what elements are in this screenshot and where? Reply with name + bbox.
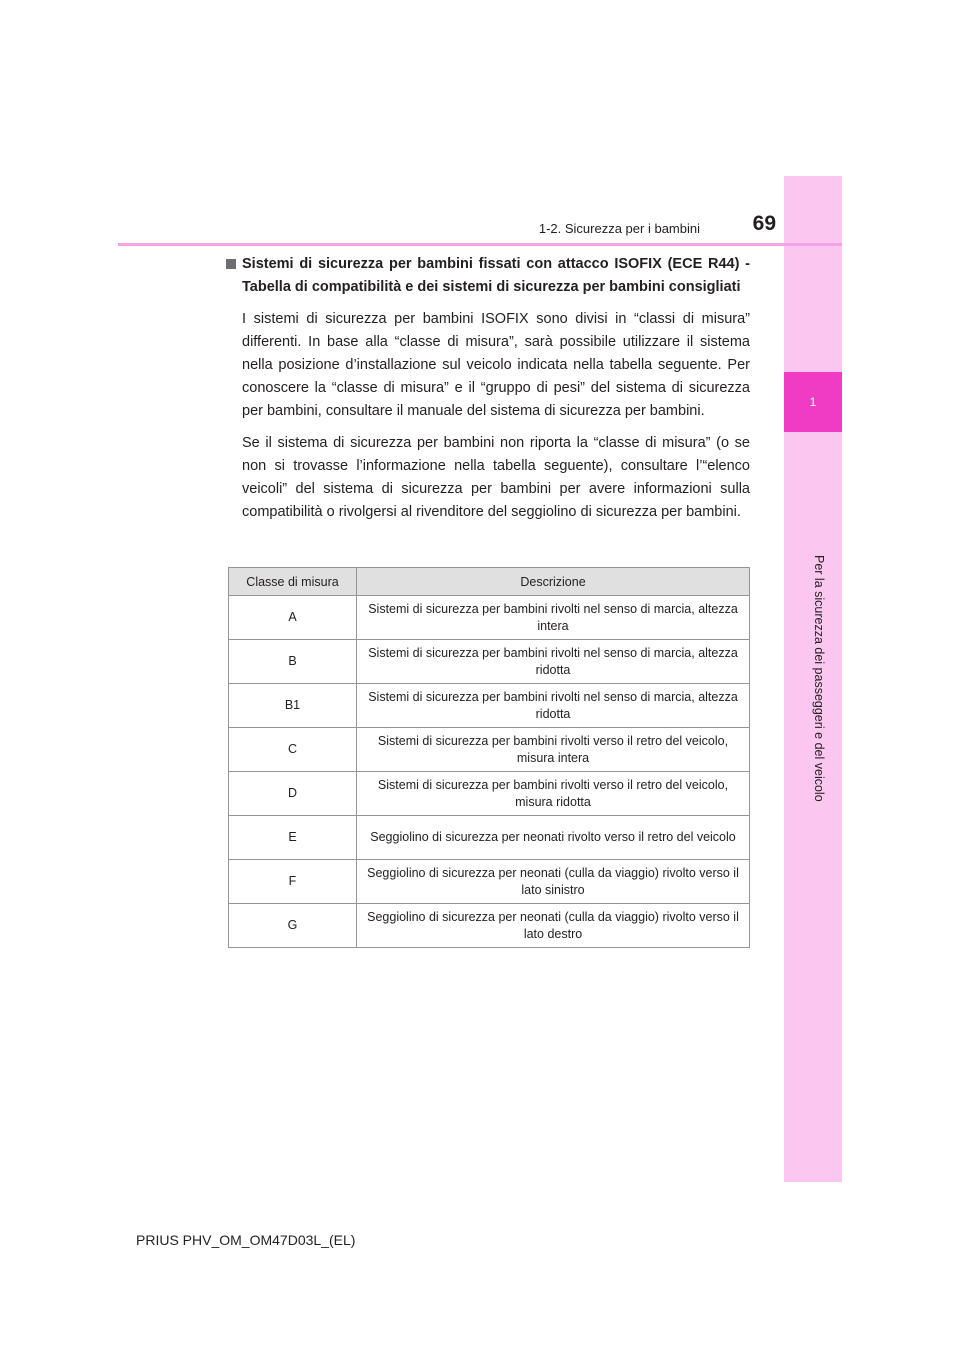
size-class-cell: D <box>229 772 357 816</box>
size-class-cell: F <box>229 860 357 904</box>
table-row <box>229 728 750 772</box>
description-cell: Sistemi di sicurezza per bambini rivolti verso il retro del veicolo, misura intera <box>357 728 750 772</box>
paragraph-2: Se il sistema di sicurezza per bambini non riporta la “classe di misura” (o se non si trovasse l’informazione nella tabella seguente), consultare l’“elenco veicoli” del sistema di sicurezza per bambini per avere informazioni sulla compatibilità o rivolgersi al rivenditore del seggiolino di sicurezza per bambini. <box>242 435 750 520</box>
description-cell: Seggiolino di sicurezza per neonati rivolto verso il retro del veicolo <box>357 816 750 860</box>
column-header-size-class: Classe di misura <box>229 568 357 596</box>
table-row <box>229 684 750 728</box>
table-row <box>229 640 750 684</box>
table-row <box>229 860 750 904</box>
section-heading <box>226 253 750 299</box>
size-class-table <box>228 567 750 948</box>
size-class-cell: C <box>229 728 357 772</box>
size-class-cell: B <box>229 640 357 684</box>
paragraph-1: I sistemi di sicurezza per bambini ISOFIX sono divisi in “classi di misura” differenti. In base alla “classe di misura”, sarà possibile utilizzare il sistema nella posizione d’installazione sul veicolo indicata nella tabella seguente. Per conoscere la “classe di misura” e il “gruppo di pesi” del sistema di sicurezza per bambini, consultare il manuale del sistema di sicurezza per bambini. <box>242 311 750 419</box>
size-class-cell: A <box>229 596 357 640</box>
description-cell: Seggiolino di sicurezza per neonati (culla da viaggio) rivolto verso il lato destro <box>357 904 750 948</box>
size-class-cell: B1 <box>229 684 357 728</box>
header-section-title: 1-2. Sicurezza per i bambini <box>538 221 700 236</box>
chapter-title-vertical: Per la sicurezza dei passeggeri e del veicolo <box>812 555 826 802</box>
header-divider <box>118 243 842 246</box>
section-heading-text: Sistemi di sicurezza per bambini fissati con attacco ISOFIX (ECE R44) - Tabella di compatibilità e dei sistemi di sicurezza per bambini consigliati <box>242 256 750 295</box>
table-row <box>229 904 750 948</box>
table-row <box>229 596 750 640</box>
table-row <box>229 816 750 860</box>
chapter-number-tab: 1 <box>784 372 842 432</box>
document-code-footer: PRIUS PHV_OM_OM47D03L_(EL) <box>136 1232 356 1248</box>
column-header-description: Descrizione <box>357 568 750 596</box>
description-cell: Sistemi di sicurezza per bambini rivolti verso il retro del veicolo, misura ridotta <box>357 772 750 816</box>
table-row <box>229 772 750 816</box>
size-class-cell: E <box>229 816 357 860</box>
square-bullet-icon <box>226 259 236 269</box>
description-cell: Sistemi di sicurezza per bambini rivolti nel senso di marcia, altezza intera <box>357 596 750 640</box>
description-cell: Sistemi di sicurezza per bambini rivolti nel senso di marcia, altezza ridotta <box>357 640 750 684</box>
table-header-row <box>229 568 750 596</box>
page-number: 69 <box>752 212 776 235</box>
main-content <box>226 253 750 524</box>
size-class-cell: G <box>229 904 357 948</box>
description-cell: Seggiolino di sicurezza per neonati (culla da viaggio) rivolto verso il lato sinistro <box>357 860 750 904</box>
description-cell: Sistemi di sicurezza per bambini rivolti nel senso di marcia, altezza ridotta <box>357 684 750 728</box>
